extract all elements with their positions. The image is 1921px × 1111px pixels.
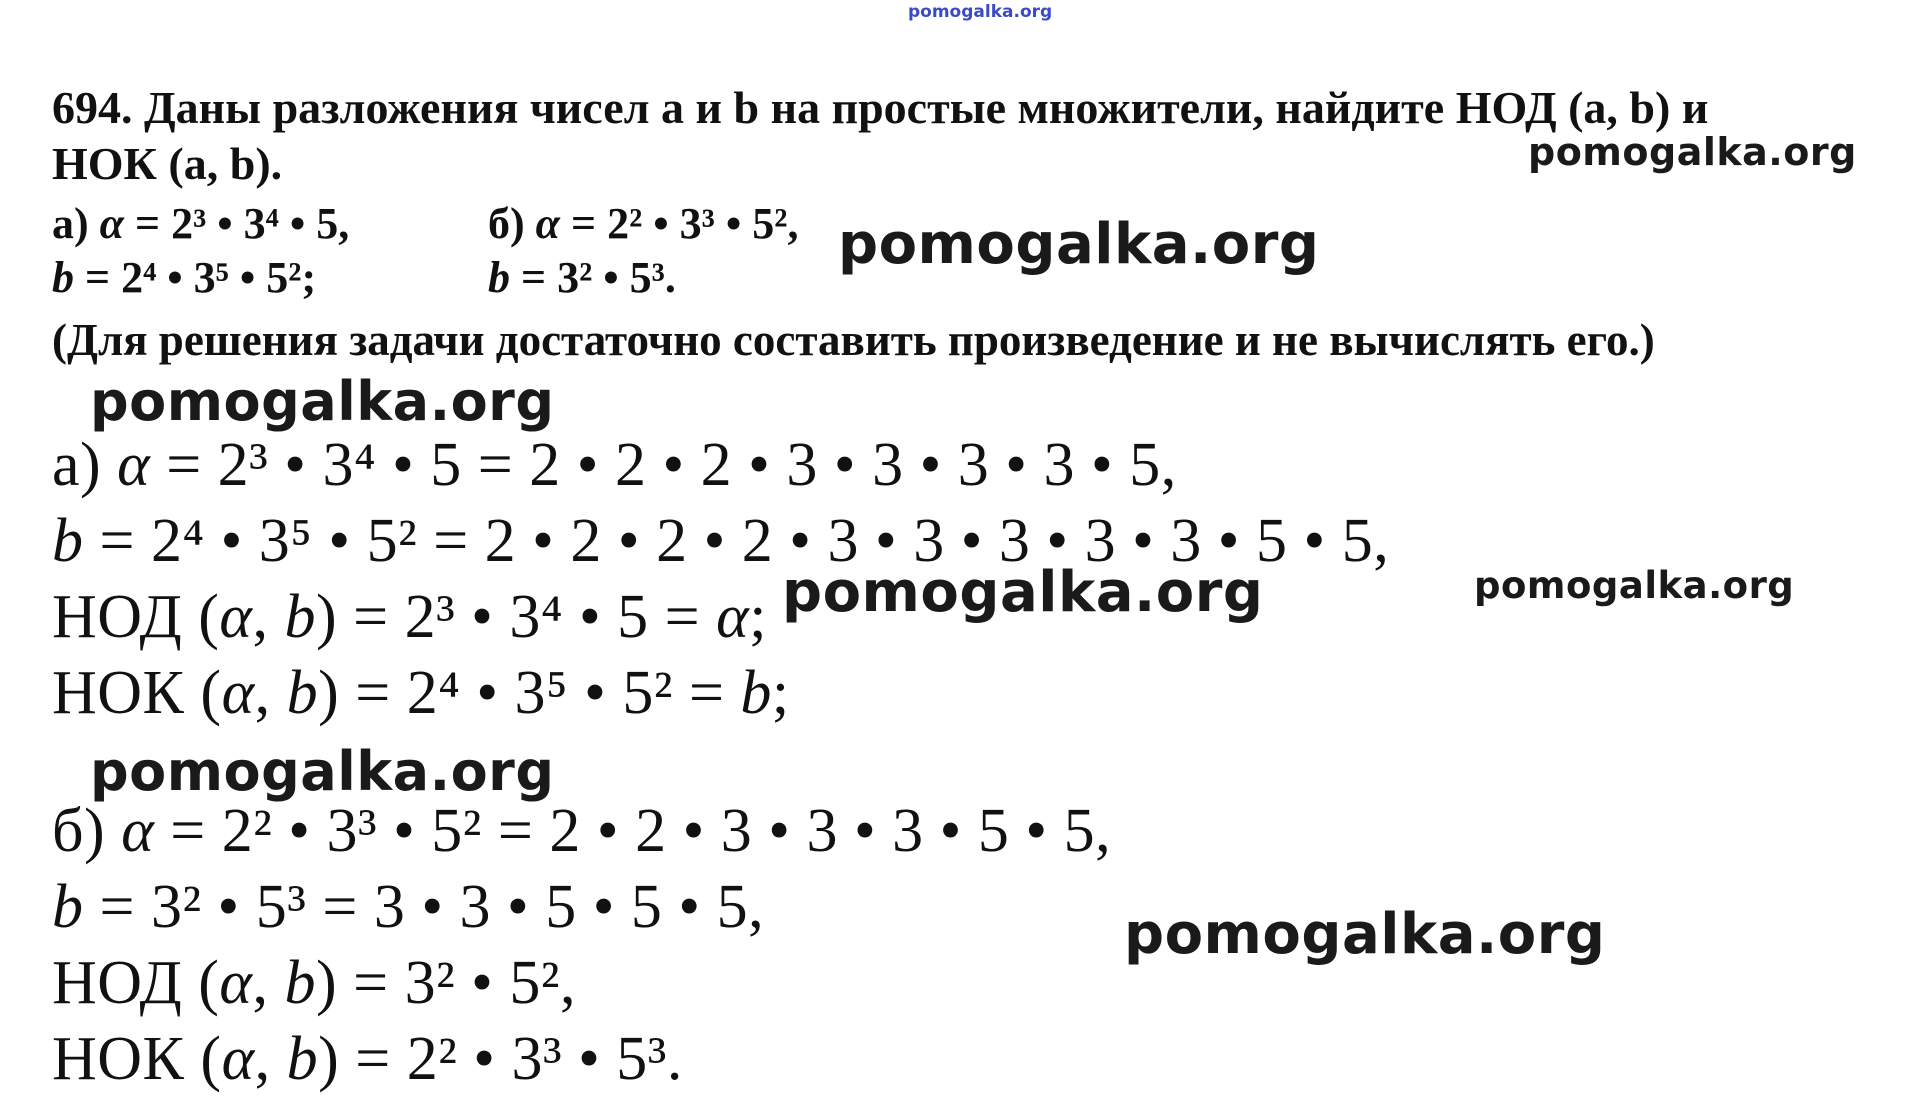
solution-a-lcm-end: ; (771, 659, 790, 727)
solution-b-label: б) (52, 797, 122, 865)
given-b2-var: b (488, 253, 510, 302)
watermark-1: pomogalka.org (1528, 130, 1857, 174)
watermark-4: pomogalka.org (782, 560, 1264, 625)
given-a-alpha (52, 198, 349, 250)
solution-a-lcm-result: b (740, 659, 772, 727)
solution-b-lcm (52, 1024, 683, 1094)
solution-b-gcd-arg-a: α (219, 949, 253, 1017)
solution-a-gcd-expr: ) = 2³ • 3⁴ • 5 = (315, 583, 717, 651)
given-a-b (52, 252, 316, 304)
solution-a-gcd-label: НОД ( (52, 583, 220, 651)
given-b-b (488, 252, 676, 304)
solution-b-lcm-sep: , (254, 1025, 287, 1093)
given-b-expr: = 2² • 3³ • 5², (560, 199, 799, 248)
solution-a-alpha: α (117, 431, 151, 499)
solution-b-line-2 (52, 872, 764, 942)
solution-a-gcd-arg-a: α (219, 583, 253, 651)
solution-a-gcd-sep: , (252, 583, 285, 651)
solution-a-lcm-sep: , (254, 659, 287, 727)
solution-b-gcd-sep: , (252, 949, 285, 1017)
solution-a-lcm-arg-a: α (221, 659, 255, 727)
solution-b-lcm-label: НОК ( (52, 1025, 222, 1093)
solution-b-alpha: α (121, 797, 155, 865)
given-a-expr: = 2³ • 3⁴ • 5, (124, 199, 350, 248)
watermark-top: pomogalka.org (908, 2, 1053, 22)
solution-a-lcm-expr: ) = 2⁴ • 3⁵ • 5² = (318, 659, 741, 727)
watermark-5: pomogalka.org (1474, 564, 1795, 607)
solution-a-lcm-arg-b: b (286, 659, 319, 727)
solution-a-gcd-result: α (716, 583, 750, 651)
given-a-label: а) (52, 199, 100, 248)
solution-a-lcm (52, 658, 790, 728)
solution-b-b-expr: = 3² • 5³ = 3 • 3 • 5 • 5 • 5, (83, 873, 765, 941)
solution-a-alpha-expr: = 2³ • 3⁴ • 5 = 2 • 2 • 2 • 3 • 3 • 3 • 3 • 5, (150, 431, 1177, 499)
solution-b-lcm-arg-b: b (286, 1025, 319, 1093)
solution-b-alpha-expr: = 2² • 3³ • 5² = 2 • 2 • 3 • 3 • 3 • 5 • 5, (154, 797, 1112, 865)
solution-b-lcm-expr: ) = 2² • 3³ • 5³. (318, 1025, 683, 1093)
problem-line-1: 694. Даны разложения чисел a и b на простые множители, найдите НОД (a, b) и (52, 82, 1709, 133)
solution-b-gcd-expr: ) = 3² • 5², (315, 949, 576, 1017)
solution-a-lcm-label: НОК ( (52, 659, 222, 727)
solution-a-gcd-end: ; (749, 583, 767, 651)
given-a-var: α (99, 199, 124, 248)
solution-a-b-expr: = 2⁴ • 3⁵ • 5² = 2 • 2 • 2 • 2 • 3 • 3 • 3 • 3 • 3 • 5 • 5, (83, 507, 1390, 575)
solution-a-line-1 (52, 430, 1177, 500)
solution-b-gcd-label: НОД ( (52, 949, 220, 1017)
problem-note: (Для решения задачи достаточно составить произведение и не вычислять его.) (52, 315, 1655, 365)
watermark-3: pomogalka.org (90, 370, 555, 433)
solution-a-gcd (52, 582, 767, 652)
solution-a-label: а) (52, 431, 118, 499)
solution-b-lcm-arg-a: α (221, 1025, 255, 1093)
solution-b-line-1 (52, 796, 1111, 866)
solution-a-b: b (52, 507, 84, 575)
watermark-7: pomogalka.org (1124, 902, 1606, 967)
solution-a-gcd-arg-b: b (284, 583, 316, 651)
problem-line-2: НОК (a, b). (52, 138, 283, 189)
watermark-2: pomogalka.org (838, 212, 1320, 277)
solution-b-gcd-arg-b: b (284, 949, 316, 1017)
solution-b-b: b (52, 873, 84, 941)
given-b-label: б) (488, 199, 536, 248)
given-b-var: α (535, 199, 560, 248)
given-b2-expr: = 3² • 5³. (510, 253, 676, 302)
given-a2-expr: = 2⁴ • 3⁵ • 5²; (74, 253, 317, 302)
watermark-6: pomogalka.org (90, 740, 555, 803)
solution-b-gcd (52, 948, 576, 1018)
given-b-alpha (488, 198, 798, 250)
given-a2-var: b (52, 253, 74, 302)
